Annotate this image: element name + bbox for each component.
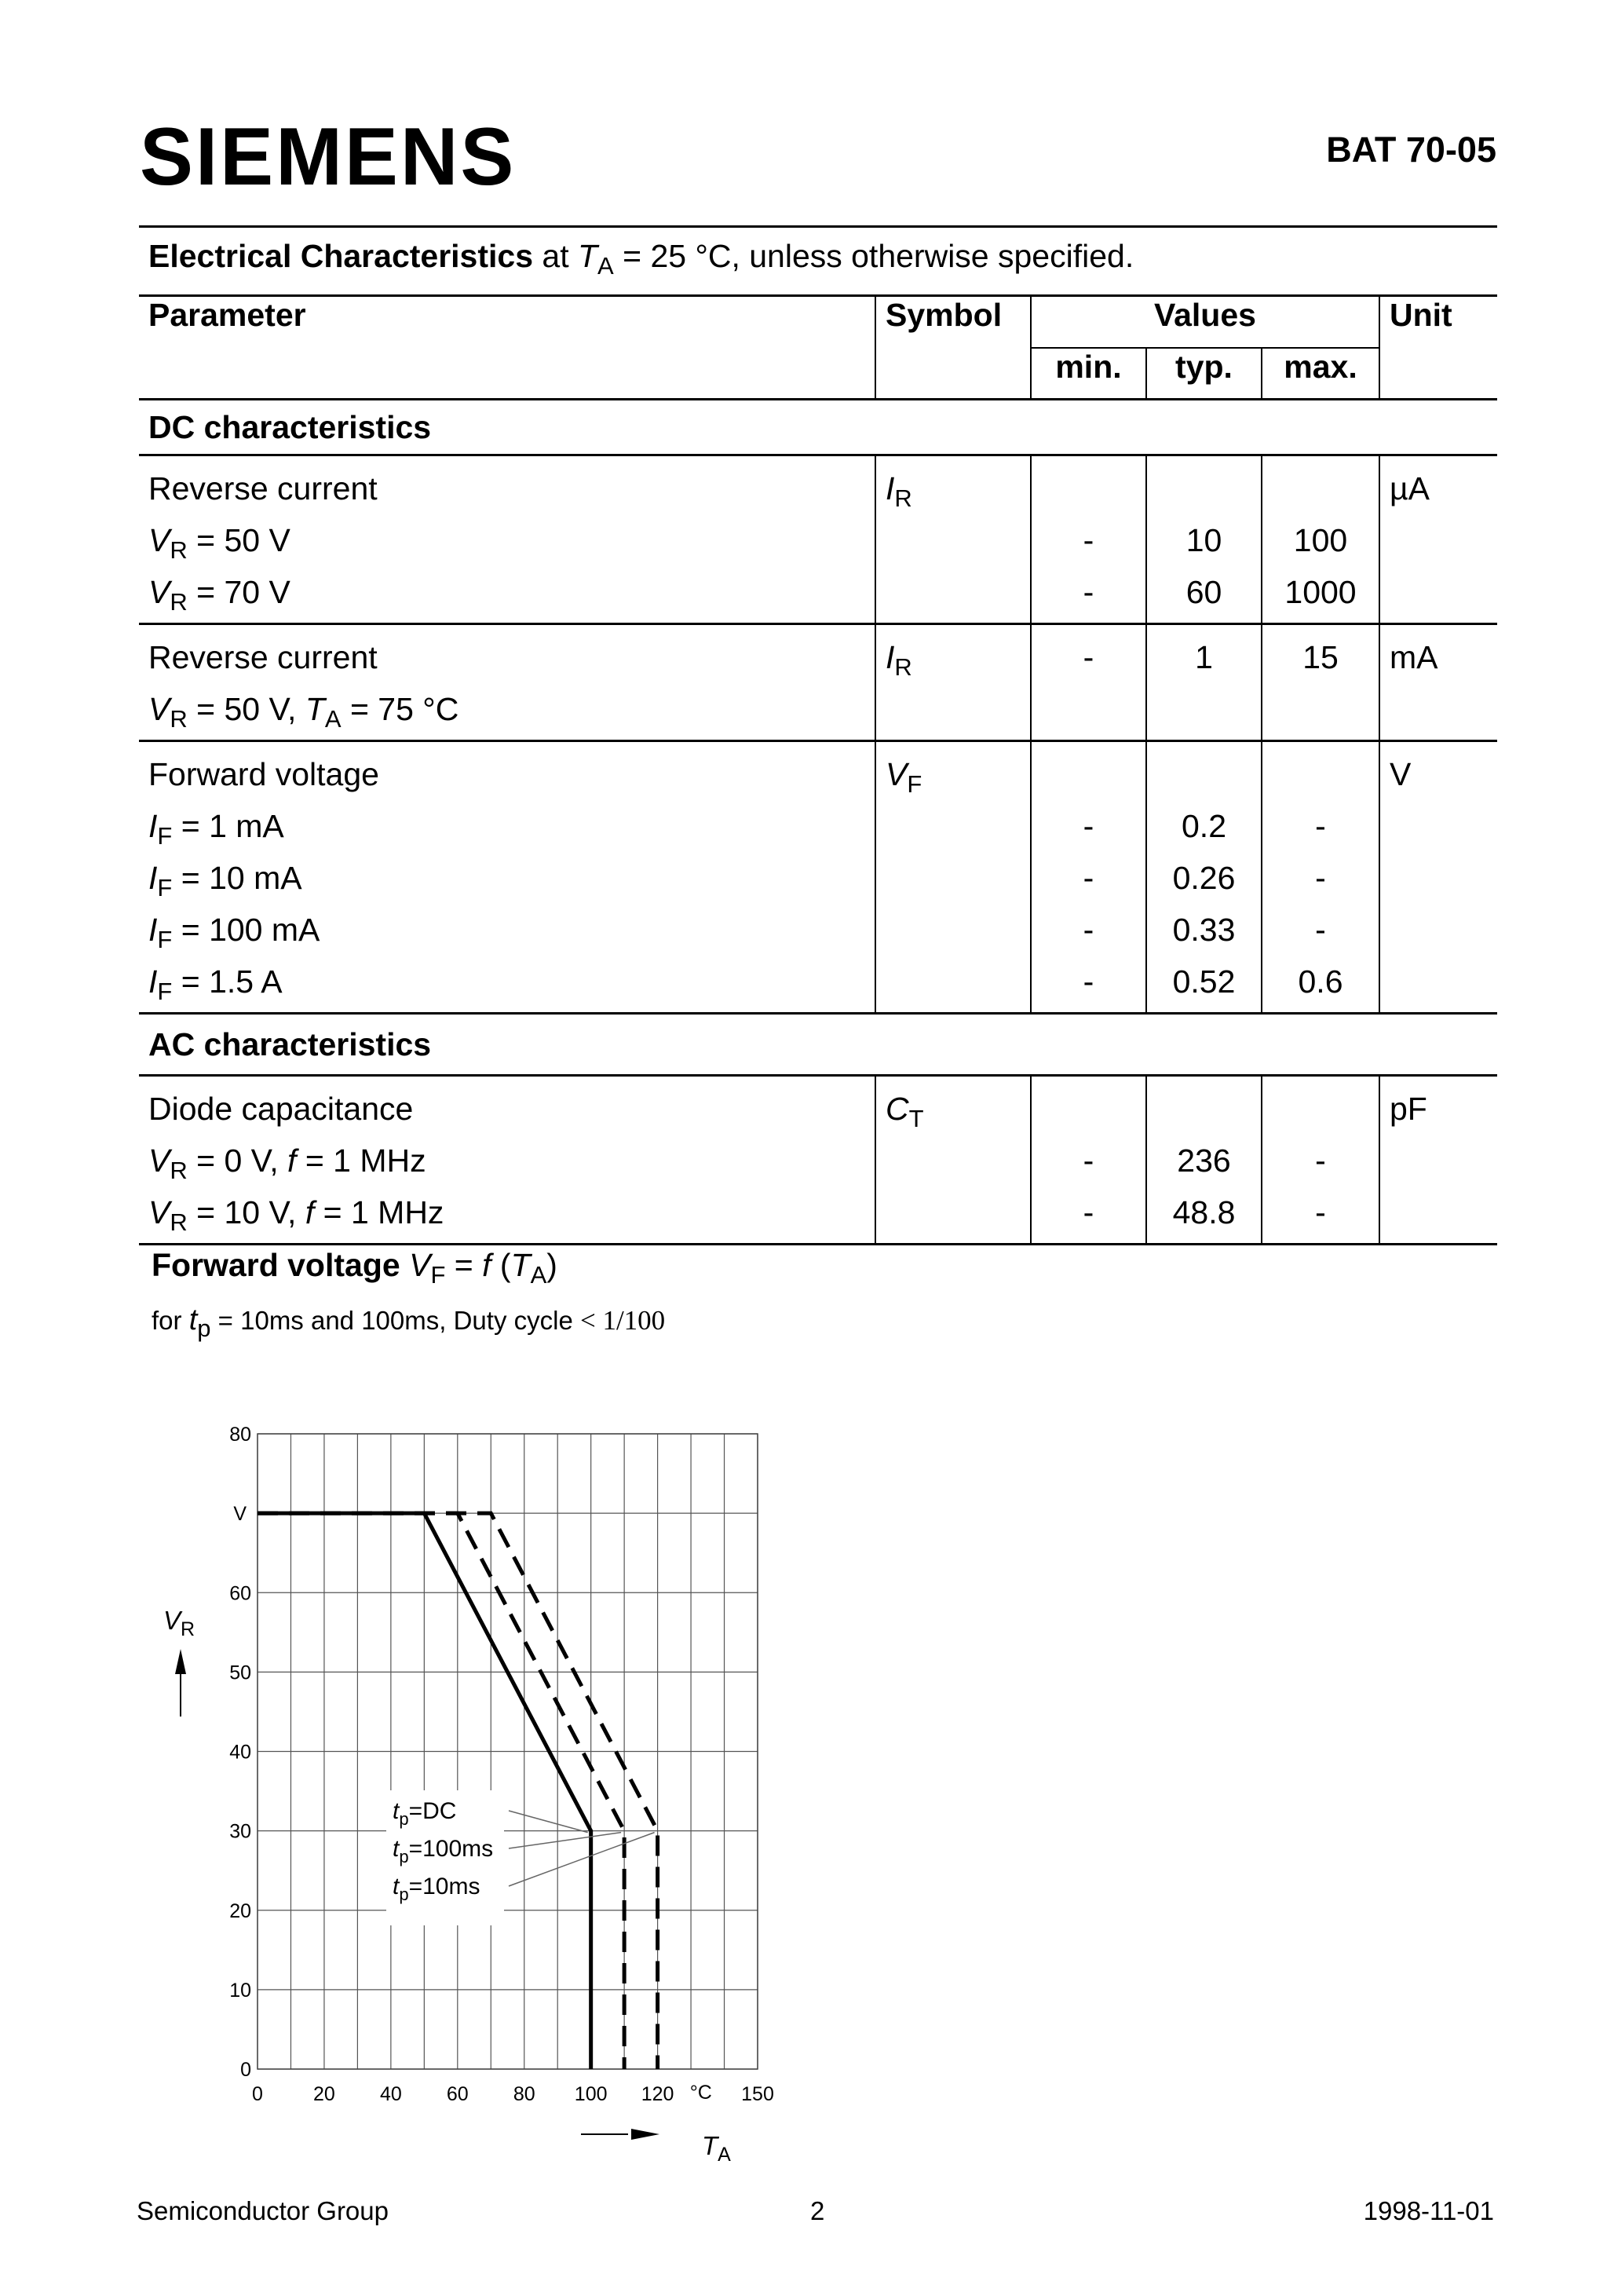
symbol-cell: $C_T$ bbox=[875, 1076, 1031, 1245]
legend-entry: $t_p=100ms$ bbox=[393, 1836, 494, 1866]
unit-cell: pF bbox=[1379, 1076, 1497, 1245]
x-tick-label: 120 bbox=[641, 2083, 674, 2105]
symbol-cell: $I_R$ bbox=[875, 624, 1031, 741]
y-tick-label: 30 bbox=[229, 1820, 251, 1843]
y-unit-label: V bbox=[233, 1503, 247, 1526]
table-row bbox=[139, 741, 1497, 1014]
table-row bbox=[139, 455, 1497, 624]
table-row bbox=[139, 624, 1497, 741]
min-cell: - - - - bbox=[1031, 741, 1146, 1014]
param-name: Forward voltage bbox=[148, 756, 379, 792]
x-tick-label: 100 bbox=[574, 2083, 608, 2105]
param-name: Reverse current bbox=[148, 470, 378, 506]
condition: $V_R = 10$ V, f = 1 MHz bbox=[148, 1194, 444, 1236]
condition: $V_R = 50$ V bbox=[148, 522, 290, 564]
x-axis-arrow-head bbox=[631, 2129, 659, 2140]
x-axis-label: $T_A$ bbox=[702, 2131, 731, 2166]
condition: $V_R = 70$ V bbox=[148, 574, 290, 616]
max-cell: - - bbox=[1262, 1076, 1379, 1245]
footer-date: 1998-11-01 bbox=[1363, 2196, 1494, 2225]
symbol-cell: $I_R$ bbox=[875, 455, 1031, 624]
footer-left: Semiconductor Group bbox=[137, 2196, 389, 2225]
y-tick-label: 10 bbox=[229, 1979, 251, 2002]
x-tick-label: 0 bbox=[252, 2083, 263, 2105]
x-tick-label: 150 bbox=[741, 2083, 774, 2105]
min-cell: - - bbox=[1031, 1076, 1146, 1245]
legend-entry: $t_p=10ms$ bbox=[393, 1874, 480, 1904]
param-name: Diode capacitance bbox=[148, 1091, 414, 1127]
y-tick-label: 20 bbox=[229, 1899, 251, 1922]
max-cell: - - - 0.6 bbox=[1262, 741, 1379, 1014]
legend-leader-line bbox=[509, 1811, 588, 1833]
condition: $V_R = 50$ V, $T_A = 75$ °C bbox=[148, 691, 459, 733]
symbol-cell: $V_F$ bbox=[875, 741, 1031, 1014]
typ-cell: 1 bbox=[1146, 624, 1262, 741]
x-tick-label: 80 bbox=[513, 2083, 535, 2105]
ac-section-row bbox=[139, 1014, 1497, 1076]
typ-cell: 0.2 0.26 0.33 0.52 bbox=[1146, 741, 1262, 1014]
condition: $I_F = 100$ mA bbox=[148, 912, 320, 953]
legend-leader-line bbox=[509, 1833, 655, 1886]
y-tick-label: 40 bbox=[229, 1741, 251, 1764]
ac-section-title: AC characteristics bbox=[148, 1026, 432, 1062]
col-values: Values bbox=[1031, 296, 1379, 348]
graph-title: Forward voltage $V_F = f$ $(T_A)$ bbox=[152, 1247, 557, 1289]
unit-cell: µA bbox=[1379, 455, 1497, 624]
dc-section-title: DC characteristics bbox=[148, 409, 432, 445]
min-cell: - - bbox=[1031, 455, 1146, 624]
col-typ: typ. bbox=[1146, 348, 1262, 400]
typ-cell: 236 48.8 bbox=[1146, 1076, 1262, 1245]
y-tick-label: 0 bbox=[240, 2059, 251, 2081]
x-unit-label: °C bbox=[689, 2082, 712, 2104]
table-title-row bbox=[139, 227, 1497, 296]
y-tick-label: 80 bbox=[229, 1424, 251, 1446]
typ-cell: 10 60 bbox=[1146, 455, 1262, 624]
x-tick-label: 60 bbox=[446, 2083, 469, 2105]
y-axis-label: $V_R$ bbox=[163, 1606, 195, 1640]
x-tick-label: 40 bbox=[379, 2083, 402, 2105]
condition: $I_F = 1.5$ A bbox=[148, 963, 283, 1005]
footer-page: 2 bbox=[810, 2196, 825, 2225]
y-axis-arrow-head bbox=[175, 1649, 186, 1674]
condition: $V_R = 0$ V, f = 1 MHz bbox=[148, 1143, 426, 1184]
param-cell bbox=[139, 1076, 875, 1245]
x-tick-label: 20 bbox=[313, 2083, 335, 2105]
part-number: BAT 70-05 bbox=[1326, 130, 1496, 170]
condition: $I_F = 1$ mA bbox=[148, 808, 284, 850]
col-unit: Unit bbox=[1379, 296, 1497, 400]
param-name: Reverse current bbox=[148, 639, 378, 675]
graph-subtitle: for tp = 10ms and 100ms, Duty cycle < 1/100 bbox=[152, 1303, 666, 1342]
dc-section-row bbox=[139, 400, 1497, 455]
col-parameter: Parameter bbox=[148, 297, 306, 333]
chart-ticks bbox=[229, 1424, 774, 2105]
vr-vs-ta-chart bbox=[141, 1413, 848, 2167]
siemens-logo: SIEMENS bbox=[140, 112, 517, 203]
col-max: max. bbox=[1262, 348, 1379, 400]
condition: $I_F = 10$ mA bbox=[148, 860, 302, 901]
param-cell bbox=[139, 624, 875, 741]
electrical-characteristics-table bbox=[139, 225, 1497, 1245]
max-cell: 100 1000 bbox=[1262, 455, 1379, 624]
col-symbol: Symbol bbox=[875, 296, 1031, 400]
col-min: min. bbox=[1031, 348, 1146, 400]
y-tick-label: 60 bbox=[229, 1582, 251, 1605]
table-row bbox=[139, 1076, 1497, 1245]
legend-leader-line bbox=[509, 1833, 621, 1848]
table-header-row bbox=[139, 296, 1497, 348]
legend-entry: $t_p=DC$ bbox=[393, 1798, 457, 1829]
min-cell: - bbox=[1031, 624, 1146, 741]
param-cell bbox=[139, 455, 875, 624]
chart-grid bbox=[258, 1434, 758, 2069]
y-tick-label: 50 bbox=[229, 1662, 251, 1684]
max-cell: 15 bbox=[1262, 624, 1379, 741]
unit-cell: V bbox=[1379, 741, 1497, 1014]
unit-cell: mA bbox=[1379, 624, 1497, 741]
table-title: Electrical Characteristics at $T_A = 25$ °C, unless otherwise specified. bbox=[148, 238, 1134, 280]
param-cell bbox=[139, 741, 875, 1014]
